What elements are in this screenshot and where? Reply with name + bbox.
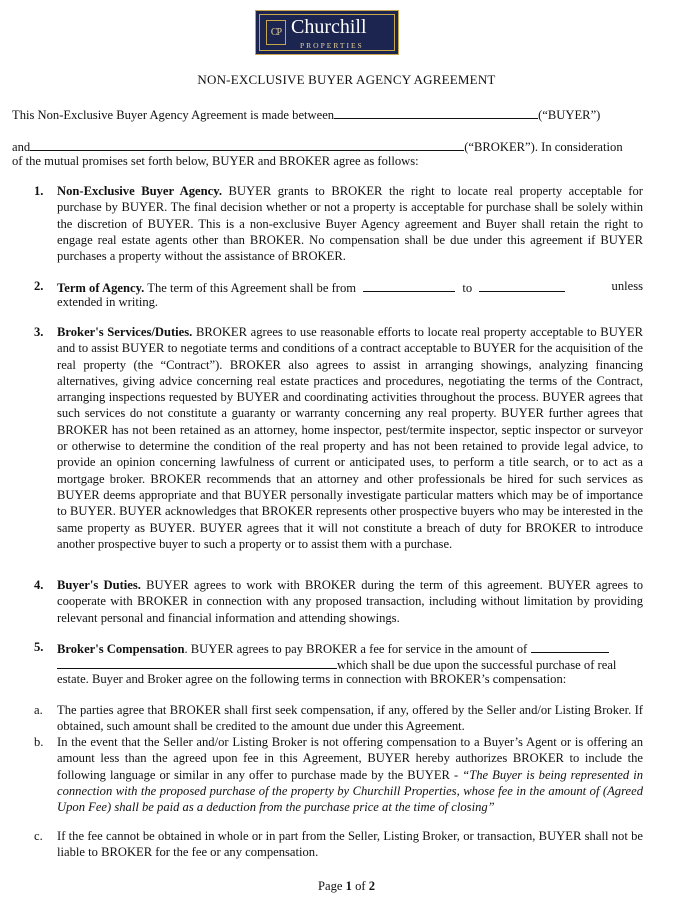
logo-name: Churchill [291,16,367,38]
section-4-number: 4. [34,578,44,592]
footer-total-pages: 2 [368,879,376,893]
subitem-b-text: In the event that the Seller and/or Listing Broker is not offering compensation to a Buyer’s Agent or is offering an amount less than the agreed upon fee in this Agreement, BUYER hereby authorizes BROKER to include the following language or similar in any offer to purchase made by the BUYER - [57,735,643,782]
subitem-b-label: b. [34,735,44,749]
churchill-logo [255,10,399,55]
document-title: NON-EXCLUSIVE BUYER AGENCY AGREEMENT [197,72,496,87]
section-4 [57,577,643,626]
section-5-number: 5. [34,640,44,654]
section-3-body: BROKER agrees to use reasonable efforts to locate real property acceptable to BUYER and to assist BUYER to negotiate terms and conditions of a contract acceptable to BUYER for the acquisition of the real property (the “Contract”). BROKER also agrees to assist in arranging showings, analyzing financing alternatives, giving advice concerning real estate practices and procedures, negotiating the terms of the Contract, arranging inspections requested by BUYER and coordinating activities throughout the process. BUYER agrees that such services do not constitute a guaranty or warranty concerning any real property. BUYER further agrees that BROKER has not been retained as an attorney, home inspector, pest/termite inspector, septic inspector or surveyor or otherwise to determine the condition of the real property and has not been retained to provide legal advice, to provide an opinion concerning lawfulness of current or anticipated uses, to perform a title search, or to act as a mortgage broker. BROKER recommends that an attorney and other professionals be hired for such services as BUYER deems appropriate and that BUYER personally investigate particular matters which may be of importance to BUYER. BUYER acknowledges that BROKER represents other prospective buyers who may be interested in the same property as BUYER. BUYER agrees that it will not constitute a breach of duty for BROKER to introduce another prospective buyer to such a property or to assist them with a purchase. [57,325,643,551]
intro-buyer-label: (“BUYER”) [538,108,601,122]
section-3-number: 3. [34,325,44,339]
page-footer [0,878,693,894]
subitem-b-quote: “The Buyer is being represented in connection with the proposed purchase of the property by Churchill Properties, whose fee in the amount of (Agreed Upon Fee) shall be paid as a deduction from the purchase price at the time of closing” [57,767,644,815]
subitem-c: If the fee cannot be obtained in whole or in part from the Seller, Listing Broker, or transaction, BUYER shall not be liable to BROKER for the fee or any compensation. [57,829,643,860]
section-5-heading: Broker's Compensation [57,642,185,656]
footer-page-number: 1 [345,879,352,893]
section-5-line-3: estate. Buyer and Broker agree on the following terms in connection with BROKER’s compensation: [57,672,567,686]
intro-and: and [12,140,31,154]
section-1 [57,183,643,264]
term-end-date-field[interactable] [479,278,565,292]
section-1-heading: Non-Exclusive Buyer Agency. [57,184,222,198]
section-1-number: 1. [34,184,44,198]
section-5-due: which shall be due upon the successful purchase of real [337,658,617,672]
intro-text: This Non-Exclusive Buyer Agency Agreement is made between [12,108,335,122]
section-2-line-2: extended in writing. [57,295,159,309]
section-2-text: The term of this Agreement shall be from [147,281,357,295]
section-5-text: . BUYER agrees to pay BROKER a fee for service in the amount of [184,642,528,656]
fee-amount-field[interactable] [531,639,609,653]
subitem-a-label: a. [34,703,43,717]
intro-line-3: of the mutual promises set forth below, BUYER and BROKER agree as follows: [12,154,419,168]
logo-subtitle: PROPERTIES [300,41,364,50]
intro-broker-label: (“BROKER”). In consideration [464,140,623,154]
section-2-heading: Term of Agency. [57,281,145,295]
section-4-heading: Buyer's Duties. [57,578,141,592]
footer-page-word: Page [317,879,343,893]
intro-line-1 [12,105,600,123]
logo-monogram: CP [266,20,286,45]
section-1-body: BUYER grants to BROKER the right to locate real property acceptable for purchase by BUYER. The final decision whether or not a property is acceptable for purchase shall be solely within the discretion of BUYER. This is a non-exclusive Buyer Agency agreement and Buyer shall retain the right to engage real estate agents other than BROKER. No compensation shall be due under this agreement if BUYER purchases a property without the assistance of BROKER. [57,184,643,264]
fee-description-field[interactable] [57,655,337,669]
section-4-body: BUYER agrees to work with BROKER during the term of this agreement. BUYER agrees to cooperate with BROKER in connection with any proposed transaction, including without limitation by providing relevant personal and financial information and attending showings. [57,578,643,625]
section-2-unless: unless [611,279,643,293]
section-2-number: 2. [34,279,44,293]
section-2-to: to [462,281,473,295]
section-3 [57,324,643,552]
footer-of-word: of [355,879,366,893]
buyer-name-field[interactable] [334,105,538,119]
section-3-heading: Broker's Services/Duties. [57,325,193,339]
term-start-date-field[interactable] [363,278,455,292]
subitem-c-label: c. [34,829,43,843]
subitem-b [57,734,643,815]
subitem-a: The parties agree that BROKER shall first seek compensation, if any, offered by the Seller and/or Listing Broker. If obtained, such amount shall be credited to the amount due under this Agreement. [57,703,643,734]
broker-name-field[interactable] [30,137,464,151]
